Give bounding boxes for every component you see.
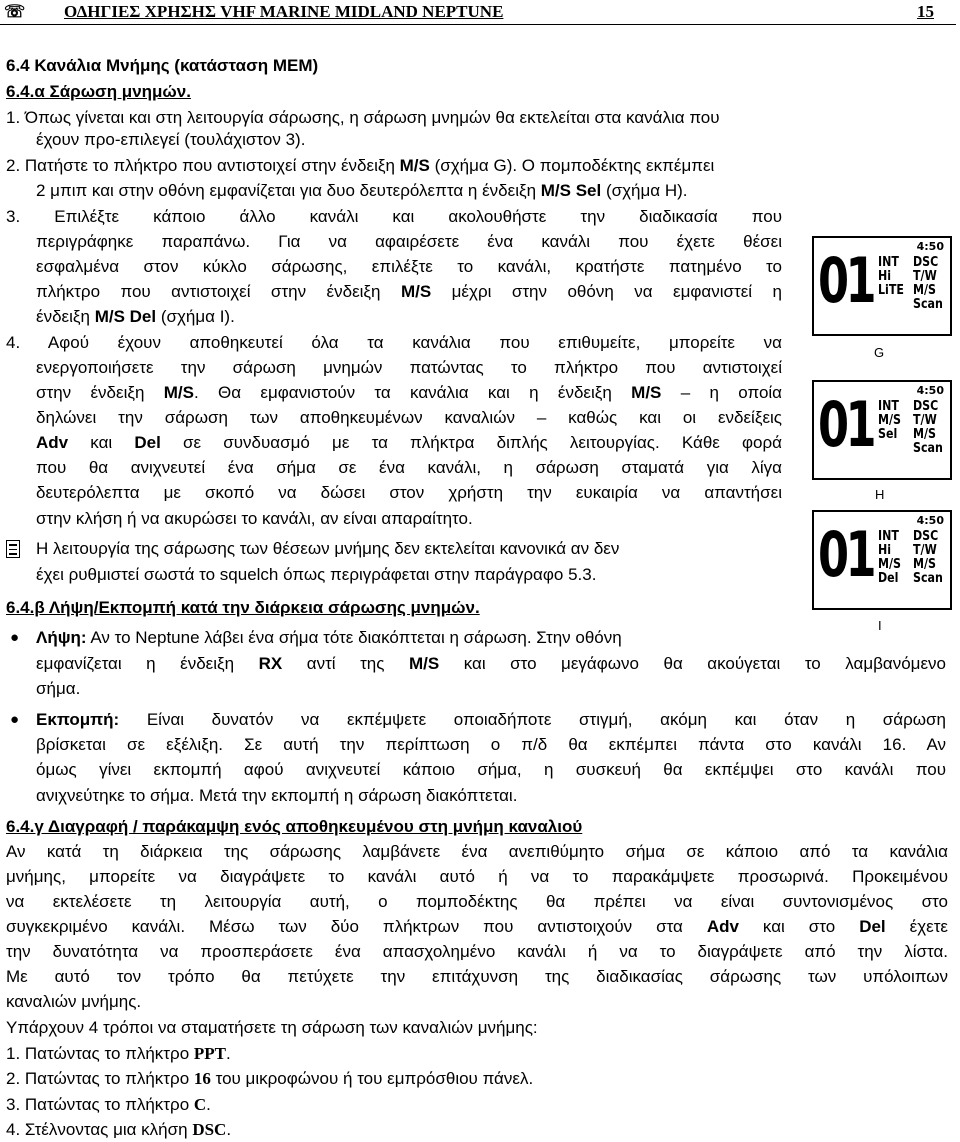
header-title: ΟΔΗΓΙΕΣ ΧΡΗΣΗΣ VHF MARINE MIDLAND NEPTUNE <box>64 2 504 21</box>
page-number: 15 <box>917 2 934 21</box>
bullet-icon: ● <box>10 629 20 646</box>
paragraph-line: μνήμης, μπορείτε να διαγράψετε το κανάλι αυτό ή να το παρακάμψετε προσωρινά. Προκειμένου <box>6 867 948 886</box>
paragraph-line: περιγράφηκε παραπάνω. Για να αφαιρέσετε ένα κανάλι που έχετε θέσει <box>36 232 782 251</box>
note-icon <box>6 540 20 558</box>
paragraph-line: Με αυτό τον τρόπο θα πετύχετε την επιτάχυνση της διαδικασίας σάρωσης των υπόλοιπων <box>6 967 948 986</box>
paragraph-line: Υπάρχουν 4 τρόποι να σταματήσετε τη σάρωση των καναλιών μνήμης: <box>6 1018 538 1037</box>
lcd-time: 4:50 <box>916 514 944 527</box>
phone-icon: ☏ <box>4 2 26 21</box>
tx-line: ανιχνεύτηκε το σήμα. Μετά την εκπομπή η σάρωση διακόπτεται. <box>36 786 518 805</box>
lcd-figure-g <box>812 236 952 336</box>
lcd-figure-h <box>812 380 952 480</box>
figure-label-g: G <box>874 345 885 360</box>
rx-line: Λήψη: Αν το Neptune λάβει ένα σήμα τότε διακόπτεται η σάρωση. Στην οθόνη <box>36 628 622 647</box>
paragraph-line: έχουν προ-επιλεγεί (τουλάχιστον 3). <box>36 130 306 149</box>
list-item: 3. Πατώντας το πλήκτρο C. <box>6 1095 211 1114</box>
lcd-indicators-left: INT Hi LiTE <box>878 255 904 298</box>
bullet-icon: ● <box>10 711 20 728</box>
paragraph-line: εσφαλμένα στον κύκλο σάρωσης, επιλέξτε το κανάλι, κρατήστε πατημένο το <box>36 257 782 276</box>
lcd-channel: 01 <box>818 244 873 317</box>
section-6-4a-title: 6.4.α Σάρωση μνημών. <box>6 82 191 101</box>
paragraph-line: 4. Αφού έχουν αποθηκευτεί όλα τα κανάλια που επιθυμείτε, μπορείτε να <box>6 333 782 352</box>
list-item: 2. Πατώντας το πλήκτρο 16 του μικροφώνου ή του εμπρόσθιου πάνελ. <box>6 1069 534 1088</box>
lcd-indicators-left: INT M/S Sel <box>878 399 902 442</box>
lcd-channel: 01 <box>818 388 873 461</box>
lcd-indicators-right: DSC T/W M/S Scan <box>913 399 943 456</box>
section-6-4-title: 6.4 Κανάλια Μνήμης (κατάσταση MEM) <box>6 56 319 75</box>
note-line: Η λειτουργία της σάρωσης των θέσεων μνήμης δεν εκτελείται κανονικά αν δεν <box>36 539 620 558</box>
paragraph-line: 2 μπιπ και στην οθόνη εμφανίζεται για δυο δευτερόλεπτα η ένδειξη M/S Sel (σχήμα H). <box>36 181 688 200</box>
paragraph-line: στην κλήση ή να ακυρώσει το κανάλι, αν είναι απαραίτητο. <box>36 509 473 528</box>
paragraph-line: 2. Πατήστε το πλήκτρο που αντιστοιχεί στην ένδειξη M/S (σχήμα G). Ο πομποδέκτης εκπέμπει <box>6 156 715 175</box>
tx-line: όμως γίνει εκπομπή αφού ανιχνευτεί κάποιο σήμα, η συσκευή θα εκπέμψει στο κανάλι που <box>36 760 946 779</box>
paragraph-line: Adv και Del σε συνδυασμό με τα πλήκτρα διπλής λειτουργίας. Κάθε φορά <box>36 433 783 452</box>
section-6-4b-title: 6.4.β Λήψη/Εκπομπή κατά την διάρκεια σάρωσης μνημών. <box>6 598 480 617</box>
paragraph-line: καναλιών μνήμης. <box>6 992 142 1011</box>
rx-line: σήμα. <box>36 679 81 698</box>
paragraph-line: να εκτελέσετε τη λειτουργία αυτή, ο πομποδέκτης θα πρέπει να είναι συντονισμένος στο <box>6 892 948 911</box>
page-header <box>0 0 956 25</box>
list-item: 4. Στέλνοντας μια κλήση DSC. <box>6 1120 232 1139</box>
paragraph-line: την δυνατότητα να προσπεράσετε ένα απασχολημένο κανάλι ή να το διαγράψετε από την λίστα. <box>6 942 948 961</box>
paragraph-line: δηλώνει την σάρωση των αποθηκευμένων καναλιών – καθώς και οι ενδείξεις <box>36 408 782 427</box>
paragraph-line: συγκεκριμένο κανάλι. Μέσω των δύο πλήκτρων που αντιστοιχούν στα Adv και στο Del έχετε <box>6 917 948 936</box>
paragraph-line: ενεργοποιήσετε την σάρωση μνημών πατώντας το πλήκτρο που αντιστοιχεί <box>36 358 782 377</box>
lcd-time: 4:50 <box>916 240 944 253</box>
paragraph-line: πλήκτρο που αντιστοιχεί στην ένδειξη M/S μέχρι στην οθόνη να εμφανιστεί η <box>36 282 782 301</box>
list-item: 1. Πατώντας το πλήκτρο PPT. <box>6 1044 231 1063</box>
lcd-channel: 01 <box>818 518 873 591</box>
paragraph-line: 1. Όπως γίνεται και στη λειτουργία σάρωσης, η σάρωση μνημών θα εκτελείται στα κανάλια που <box>6 108 720 127</box>
section-6-4c-title: 6.4.γ Διαγραφή / παράκαμψη ενός αποθηκευμένου στη μνήμη καναλιού <box>6 817 583 836</box>
lcd-time: 4:50 <box>916 384 944 397</box>
rx-line: εμφανίζεται η ένδειξη RX αντί της M/S και στο μεγάφωνο θα ακούγεται το λαμβανόμενο <box>36 654 947 673</box>
figure-label-i: I <box>878 618 882 633</box>
tx-line: βρίσκεται σε εξέλιξη. Σε αυτή την περίπτωση ο π/δ θα εκπέμπει πάντα στο κανάλι 16. Αν <box>36 735 946 754</box>
figure-label-h: H <box>875 487 885 502</box>
lcd-indicators-right: DSC T/W M/S Scan <box>913 255 943 312</box>
paragraph-line: Αν κατά τη διάρκεια της σάρωσης λαμβάνετε ένα ανεπιθύμητο σήμα σε κάποιο από τα κανάλια <box>6 842 948 861</box>
lcd-figure-i <box>812 510 952 610</box>
note-line: έχει ρυθμιστεί σωστά το squelch όπως περιγράφεται στην παράγραφο 5.3. <box>36 565 597 584</box>
paragraph-line: δευτερόλεπτα με σκοπό να δώσει στον χρήστη την ευκαιρία να απαντήσει <box>36 483 782 502</box>
lcd-indicators-left: INT Hi M/S Del <box>878 529 902 586</box>
paragraph-line: 3. Επιλέξτε κάποιο άλλο κανάλι και ακολουθήστε την διαδικασία που <box>6 207 782 226</box>
lcd-indicators-right: DSC T/W M/S Scan <box>913 529 943 586</box>
tx-line: Εκπομπή: Είναι δυνατόν να εκπέμψετε οποιαδήποτε στιγμή, ακόμη και όταν η σάρωση <box>36 710 946 729</box>
paragraph-line: στην ένδειξη M/S. Θα εμφανιστούν τα κανάλια και η ένδειξη M/S – η οποία <box>36 383 782 402</box>
paragraph-line: ένδειξη M/S Del (σχήμα I). <box>36 307 235 326</box>
paragraph-line: που θα ανιχνευτεί ένα σήμα σε ένα κανάλι, η σάρωση σταματά για λίγα <box>36 458 782 477</box>
